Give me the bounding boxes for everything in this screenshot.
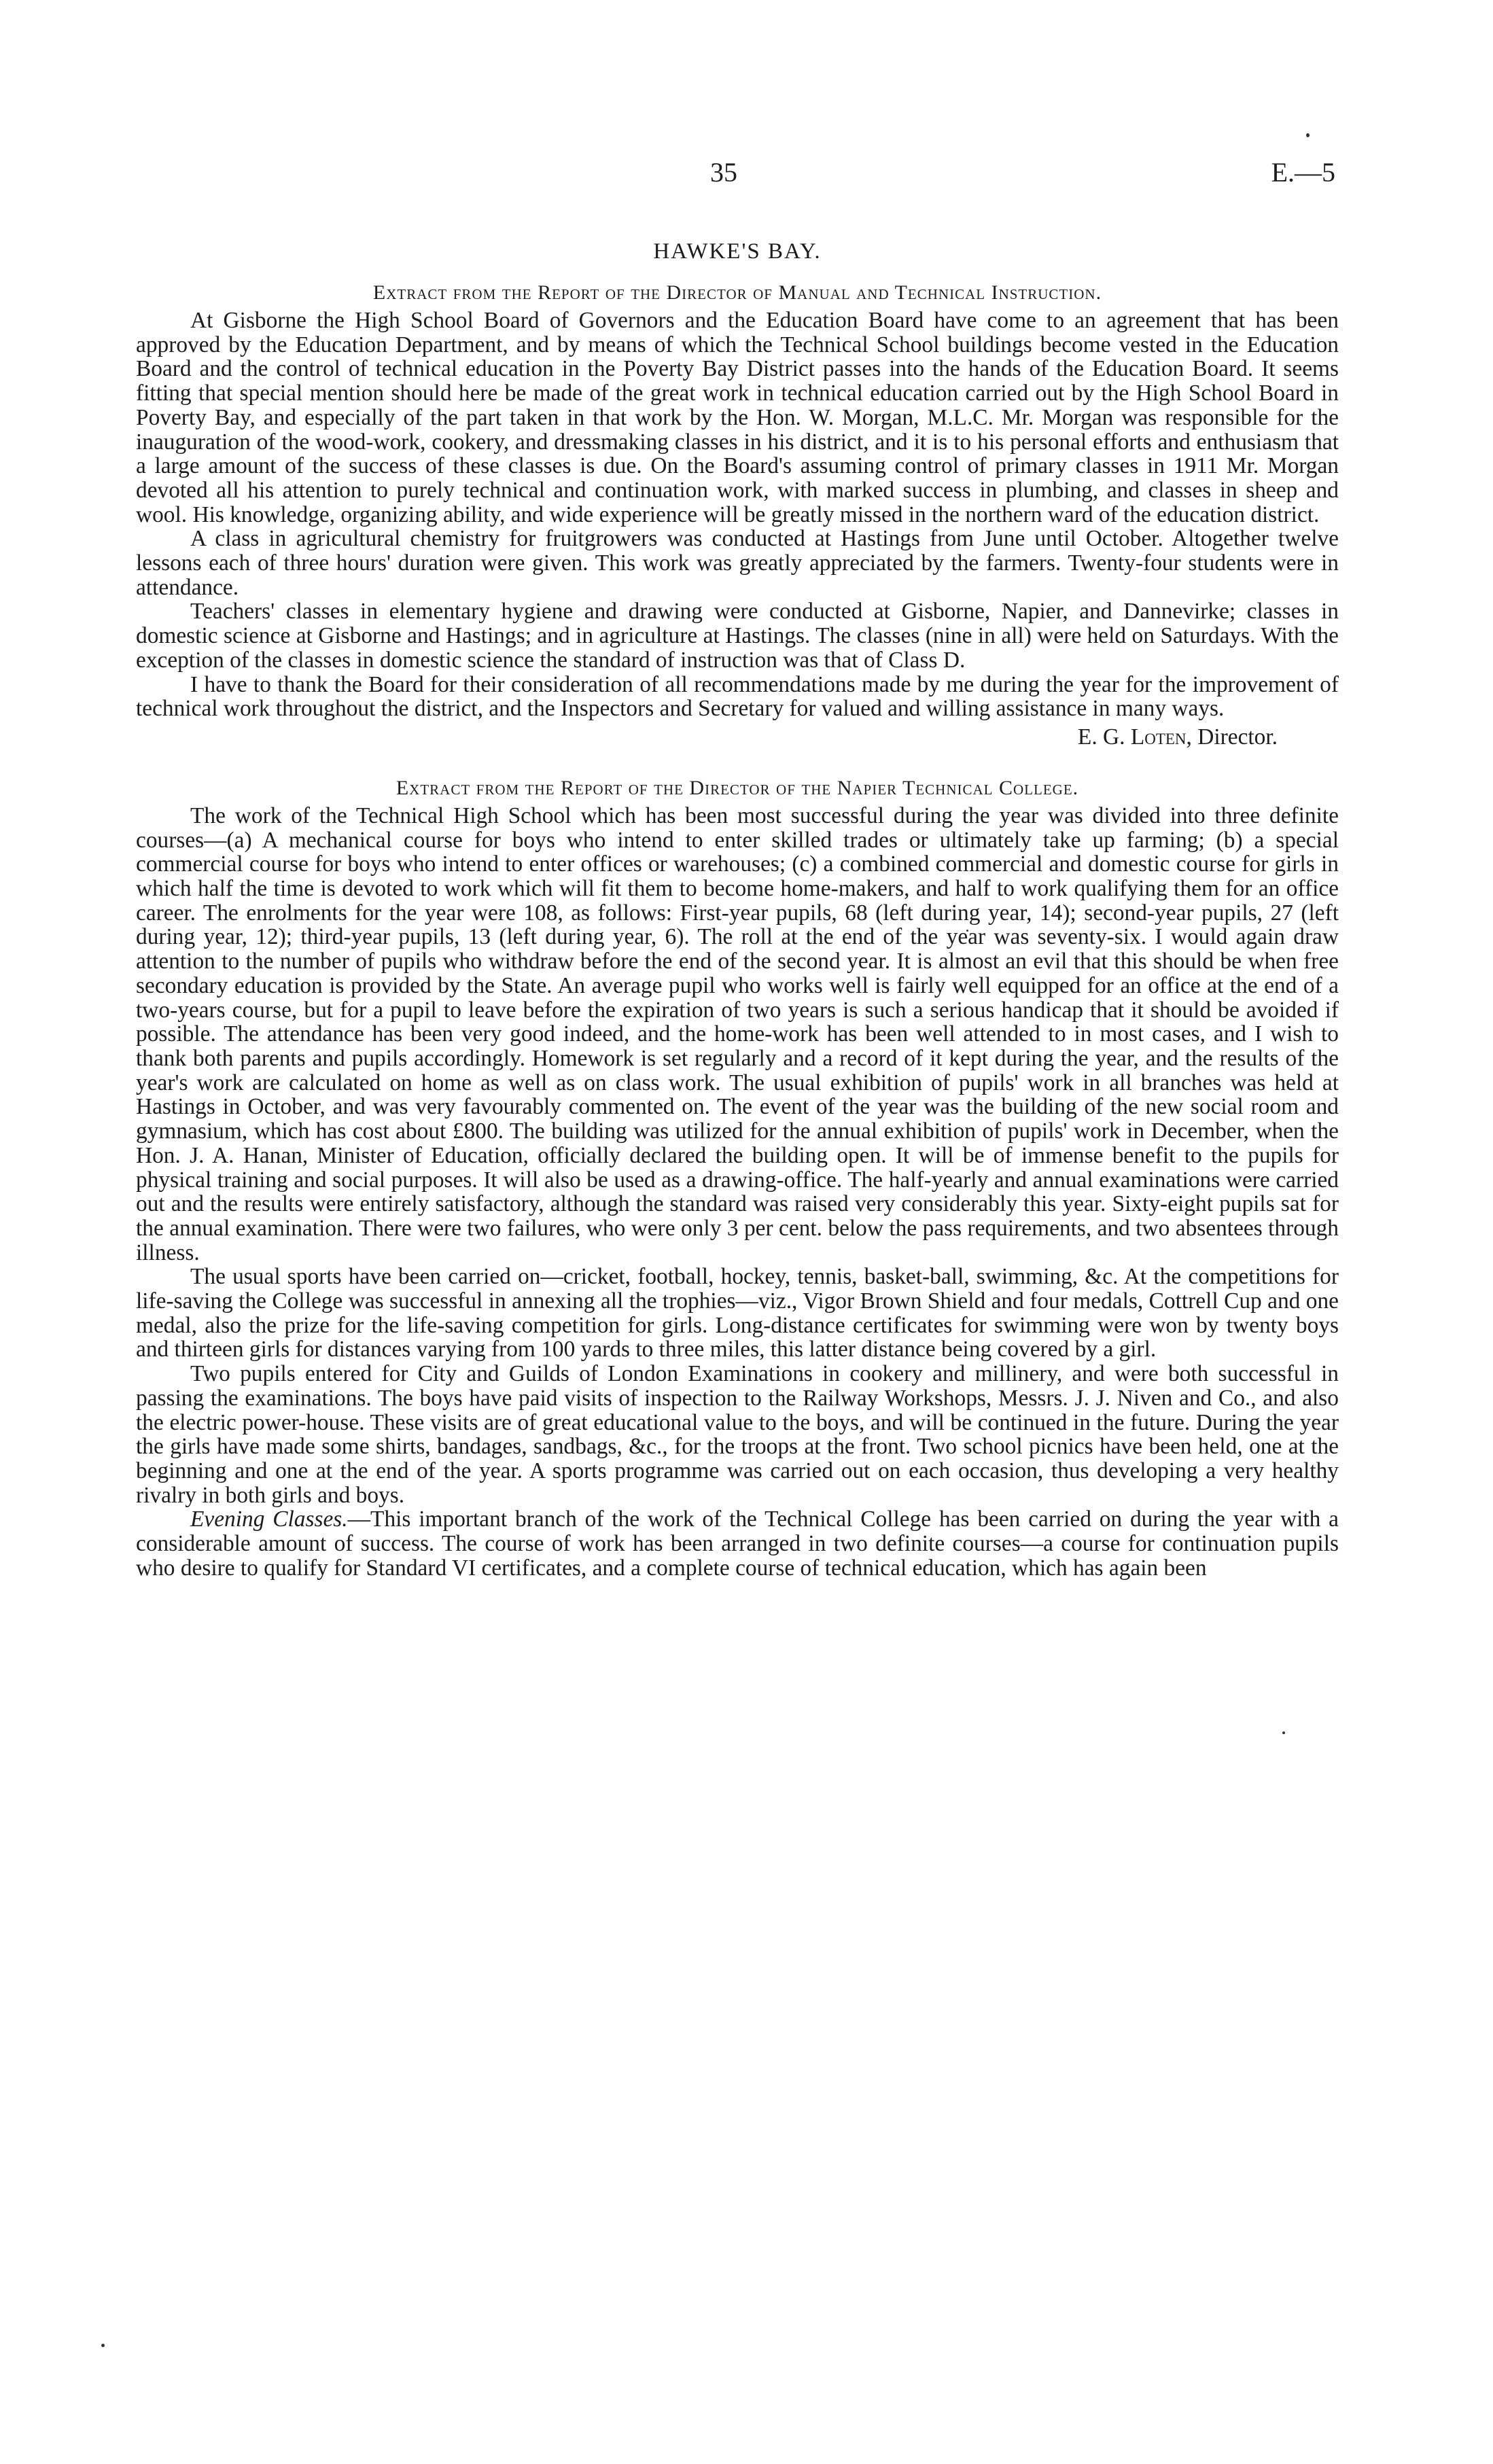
- signature-name: E. G. Loten: [1077, 724, 1187, 750]
- document-reference: E.—5: [1271, 157, 1335, 188]
- paragraph-evening-classes: [136, 1507, 1339, 1580]
- section-title: HAWKE'S BAY.: [653, 239, 822, 264]
- text-column: [136, 238, 1339, 1580]
- paragraph: I have to thank the Board for their consideration of all recommendations made by me during the year for the improvement of technical work throughout the district, and the Inspectors and Secretary for valued and willing assistance in many ways.: [136, 671, 1339, 722]
- extract-heading-napier-college: Extract from the Report of the Director of the Napier Technical College.: [396, 776, 1079, 799]
- signature: [136, 725, 1278, 750]
- signature-role: , Director.: [1186, 724, 1278, 750]
- paragraph: The usual sports have been carried on—cricket, football, hockey, tennis, basket-ball, swimming, &c. At the competitions for life-saving the College was successful in annexing all the trophies—viz., Vigor Brown Shield and four medals, Cottrell Cup and one medal, also the prize for the life-saving competition for girls. Long-distance certificates for swimming were won by twenty boys and thirteen girls for distances varying from 100 yards to three miles, this latter distance being covered by a girl.: [136, 1264, 1339, 1362]
- ink-speck: [1306, 133, 1310, 137]
- paragraph: Two pupils entered for City and Guilds of London Examinations in cookery and millinery, and were both successful in passing the examinations. The boys have paid visits of inspection to the Railway Workshops, Messrs. J. J. Niven and Co., and also the electric power-house. These visits are of great educational value to the boys, and will be continued in the future. During the year the girls have made some shirts, bandages, sandbags, &c., for the troops at the front. Two school picnics have been held, one at the beginning and one at the end of the year. A sports programme was carried out on each occasion, thus developing a very healthy rivalry in both girls and boys.: [136, 1361, 1339, 1508]
- page-header: [0, 156, 1493, 197]
- paragraph: A class in agricultural chemistry for fruitgrowers was conducted at Hastings from June until October. Altogether twelve lessons each of three hours' duration were given. This work was greatly appreciated by the farmers. Twenty-four students were in attendance.: [136, 526, 1339, 600]
- ink-speck: [1282, 1731, 1285, 1734]
- extract-heading-manual-technical: Extract from the Report of the Director of Manual and Technical Instruction.: [372, 281, 1102, 304]
- paragraph: At Gisborne the High School Board of Governors and the Education Board have come to an agreement that has been approved by the Education Department, and by means of which the Technical School buildings become vested in the Education Board and the control of technical education in the Poverty Bay District passes into the hands of the Education Board. It seems fitting that special mention should here be made of the great work in technical education carried out by the High School Board in Poverty Bay, and especially of the part taken in that work by the Hon. W. Morgan, M.L.C. Mr. Morgan was responsible for the inauguration of the wood-work, cookery, and dressmaking classes in his district, and it is to his personal efforts and enthusiasm that a large amount of the success of these classes is due. On the Board's assuming control of primary classes in 1911 Mr. Morgan devoted all his attention to purely technical and continuation work, with marked success in plumbing, and classes in sheep and wool. His knowledge, organizing ability, and wide experience will be greatly missed in the northern ward of the education district.: [136, 308, 1339, 527]
- evening-classes-text: —This important branch of the work of the Technical College has been carried on during the year with a considerable amount of success. The course of work has been arranged in two definite courses—a course for continuation pupils who desire to qualify for Standard VI certificates, and a complete course of technical education, which has again been: [136, 1507, 1339, 1581]
- paragraph: The work of the Technical High School which has been most successful during the year was divided into three definite courses—(a) A mechanical course for boys who intend to enter skilled trades or ultimately take up farming; (b) a special commercial course for boys who intend to enter offices or warehouses; (c) a combined commercial and domestic course for girls in which half the time is devoted to work which will fit them to become home-makers, and half to work qualifying them for an office career. The enrolments for the year were 108, as follows: First-year pupils, 68 (left during year, 14); second-year pupils, 27 (left during year, 12); third-year pupils, 13 (left during year, 6). The roll at the end of the year was seventy-six. I would again draw attention to the number of pupils who withdraw before the end of the second year. It is almost an evil that this should be when free secondary education is provided by the State. An average pupil who works well is fairly well equipped for an office at the end of a two-years course, but for a pupil to leave before the expiration of two years is such a serious handicap that it should be avoided if possible. The attendance has been very good indeed, and the home-work has been well attended to in most cases, and I wish to thank both parents and pupils accordingly. Homework is set regularly and a record of it kept during the year, and the results of the year's work are calculated on home as well as on class work. The usual exhibition of pupils' work in all branches was held at Hastings in October, and was very favourably commented on. The event of the year was the building of the new social room and gymnasium, which has cost about £800. The building was utilized for the annual exhibition of pupils' work in December, when the Hon. J. A. Hanan, Minister of Education, officially declared the building open. It will be of immense benefit to the pupils for physical training and social purposes. It will also be used as a drawing-office. The half-yearly and annual examinations were carried out and the results were entirely satisfactory, although the standard was raised very considerably this year. Sixty-eight pupils sat for the annual examination. There were two failures, who were only 3 per cent. below the pass requirements, and two absentees through illness.: [136, 803, 1339, 1265]
- page-number: 35: [710, 157, 737, 188]
- ink-speck: [101, 2344, 105, 2347]
- paragraph: Teachers' classes in elementary hygiene and drawing were conducted at Gisborne, Napier, and Dannevirke; classes in domestic science at Gisborne and Hastings; and in agriculture at Hastings. The classes (nine in all) were held on Saturdays. With the exception of the classes in domestic science the standard of instruction was that of Class D.: [136, 599, 1339, 673]
- evening-classes-label: Evening Classes.: [190, 1507, 348, 1532]
